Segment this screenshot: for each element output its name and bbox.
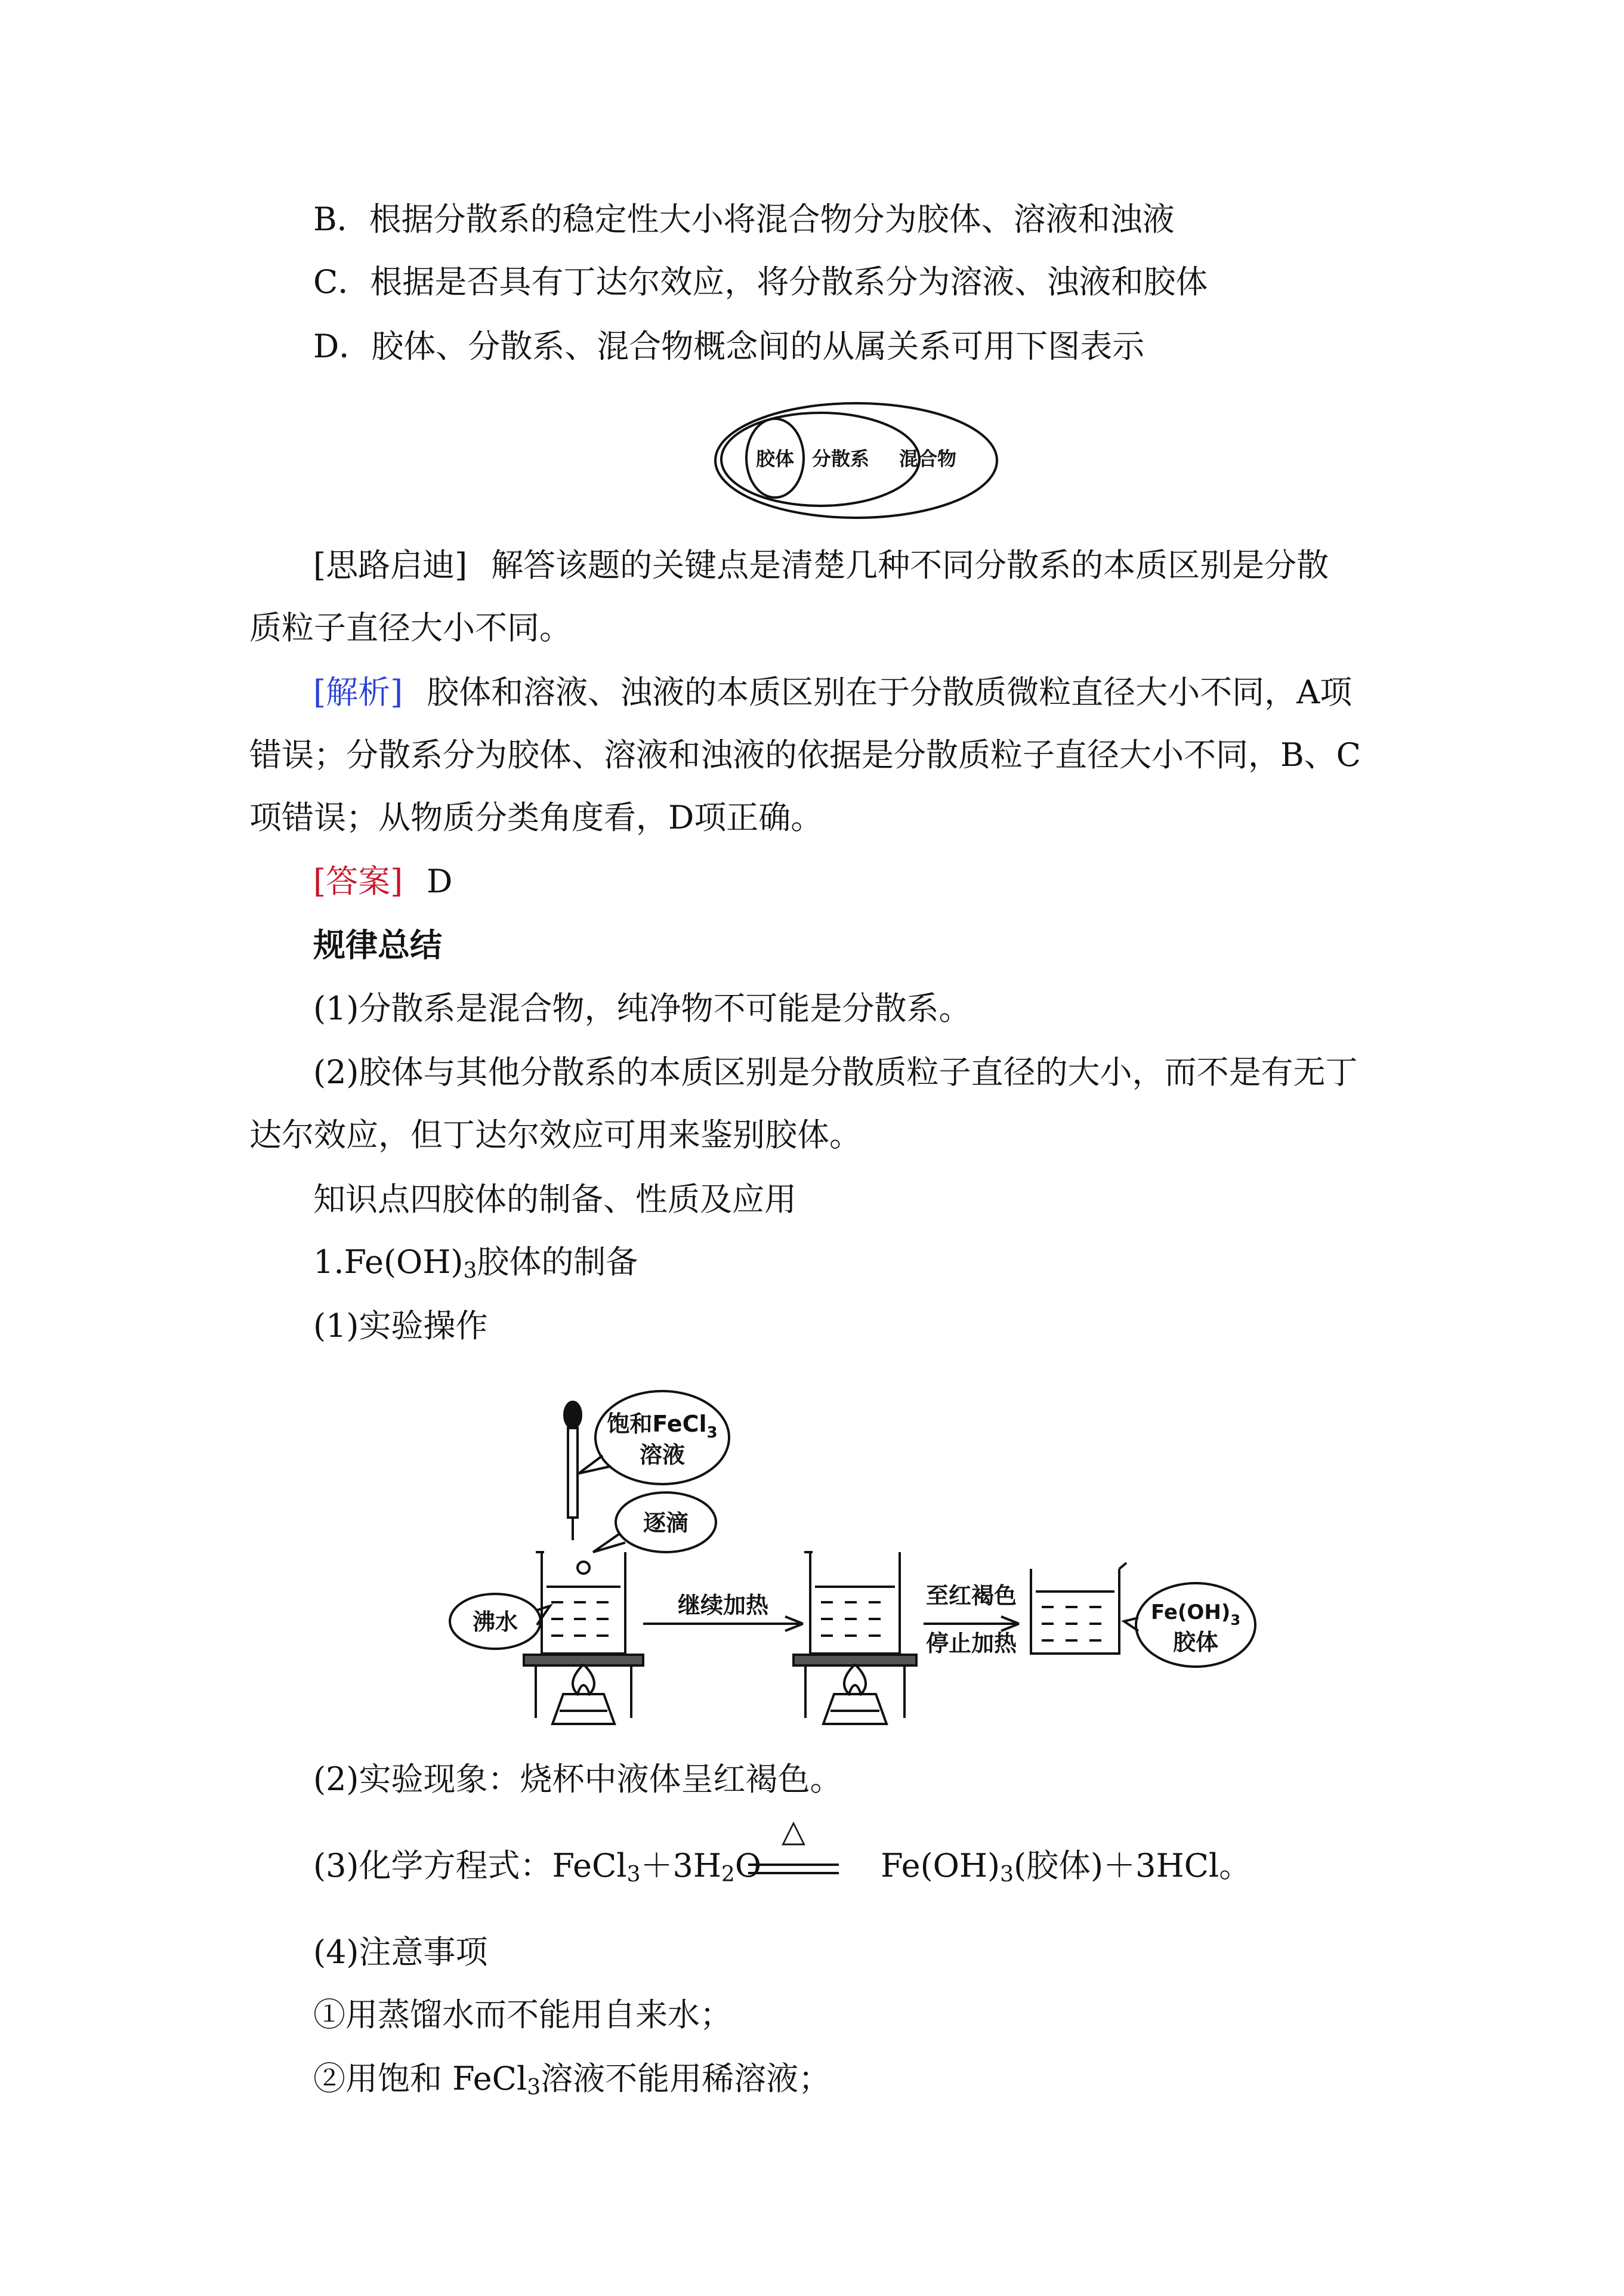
- water-drop: [578, 1562, 589, 1574]
- eq-left-b: ＋3H: [640, 1847, 721, 1884]
- flame-1: [573, 1664, 594, 1694]
- eq-right-b: (胶体)＋3HCl。: [1013, 1847, 1252, 1884]
- daan-line: [313, 862, 452, 901]
- step2-label-1: 至红褐色: [925, 1583, 1017, 1609]
- prep-heading: [313, 1243, 638, 1282]
- equal-sign: [746, 1860, 841, 1878]
- jiexi-line-2: 错误；分散系分为胶体、溶液和浊液的依据是分散质粒子直径大小不同，B、C: [249, 736, 1361, 774]
- venn-outer-label: 混合物: [899, 447, 957, 470]
- siluo-line-2: 质粒子直径大小不同。: [249, 609, 572, 647]
- zhuyi-2-b: 溶液不能用稀溶液；: [541, 2060, 831, 2097]
- venn-middle-label: 分散系: [811, 447, 870, 470]
- flame-2: [844, 1664, 866, 1694]
- venn-inner-label: 胶体: [755, 447, 795, 470]
- guilv-2a: (2)胶体与其他分散系的本质区别是分散质粒子直径的大小，而不是有无丁: [313, 1053, 1358, 1091]
- jiexi-line-1: [313, 673, 1352, 712]
- dropper-tube: [568, 1428, 578, 1518]
- reagent-label-1: 饱和FeCl$_3$: [607, 1411, 718, 1442]
- gauze-1: [524, 1655, 643, 1665]
- zhuyi-2-a: ②用饱和 FeCl: [313, 2060, 527, 2097]
- option-c: C．根据是否具有丁达尔效应，将分散系分为溶液、浊液和胶体: [313, 263, 1208, 301]
- guilv-1: (1)分散系是混合物，纯净物不可能是分散系。: [313, 990, 971, 1027]
- zhuyi-2-sub: 3: [527, 2075, 541, 2100]
- option-b: B．根据分散系的稳定性大小将混合物分为胶体、溶液和浊液: [313, 200, 1175, 238]
- jiexi-line-3: 项错误；从物质分类角度看，D项正确。: [249, 799, 823, 836]
- venn-diagram: [713, 401, 999, 520]
- jiexi-tag: [解析]: [313, 673, 403, 711]
- gauze-2: [794, 1655, 916, 1665]
- lamp-2: [823, 1694, 887, 1724]
- zhuyi-1: ①用蒸馏水而不能用自来水；: [313, 1996, 732, 2034]
- siluo-line-1: [313, 546, 1329, 585]
- guilv-title: 规律总结: [313, 926, 442, 964]
- drop-label: 逐滴: [643, 1510, 689, 1536]
- eq-sub-1: 3: [626, 1862, 641, 1887]
- xianxiang: (2)实验现象：烧杯中液体呈红褐色。: [313, 1760, 842, 1798]
- reagent-label-2: 溶液: [639, 1442, 686, 1468]
- zhuyi: (4)注意事项: [313, 1933, 488, 1971]
- step1-label: 继续加热: [677, 1592, 769, 1618]
- water-label: 沸水: [472, 1609, 518, 1635]
- lamp-1: [552, 1694, 615, 1724]
- jiexi-text-1: 胶体和溶液、浊液的本质区别在于分散质微粒直径大小不同，A项: [427, 673, 1353, 711]
- eq-sub-2: 2: [721, 1862, 735, 1887]
- heat-condition: △: [782, 1813, 805, 1849]
- daan-tag: [答案]: [313, 863, 403, 900]
- siluo-tag: [思路启迪]: [313, 546, 468, 584]
- eq-left-c: O: [734, 1847, 762, 1884]
- product-label-2: 胶体: [1172, 1629, 1219, 1655]
- daan-value: D: [427, 863, 453, 900]
- eq-sub-3: 3: [1000, 1862, 1014, 1887]
- zsd4-heading: 知识点四胶体的制备、性质及应用: [313, 1181, 796, 1218]
- option-d: D．胶体、分散系、混合物概念间的从属关系可用下图表示: [313, 327, 1145, 365]
- siluo-text-1: 解答该题的关键点是清楚几种不同分散系的本质区别是分散: [491, 546, 1329, 584]
- shiyan-op: (1)实验操作: [313, 1307, 488, 1345]
- step2-label-2: 停止加热: [925, 1630, 1017, 1657]
- guilv-2b: 达尔效应，但丁达尔效应可用来鉴别胶体。: [249, 1116, 862, 1154]
- prep-heading-sub: 3: [463, 1259, 477, 1283]
- prep-heading-b: 胶体的制备: [477, 1243, 638, 1281]
- product-label-1: $Fe(OH)_3$: [1150, 1600, 1241, 1628]
- eq-left-a: (3)化学方程式：FeCl: [313, 1847, 627, 1884]
- eq-right-a: Fe(OH): [881, 1847, 1001, 1884]
- prep-heading-a: 1.Fe(OH): [313, 1243, 464, 1281]
- apparatus-diagram: [446, 1384, 1270, 1730]
- zhuyi-2: [313, 2059, 830, 2099]
- dropper-bulb: [564, 1402, 581, 1428]
